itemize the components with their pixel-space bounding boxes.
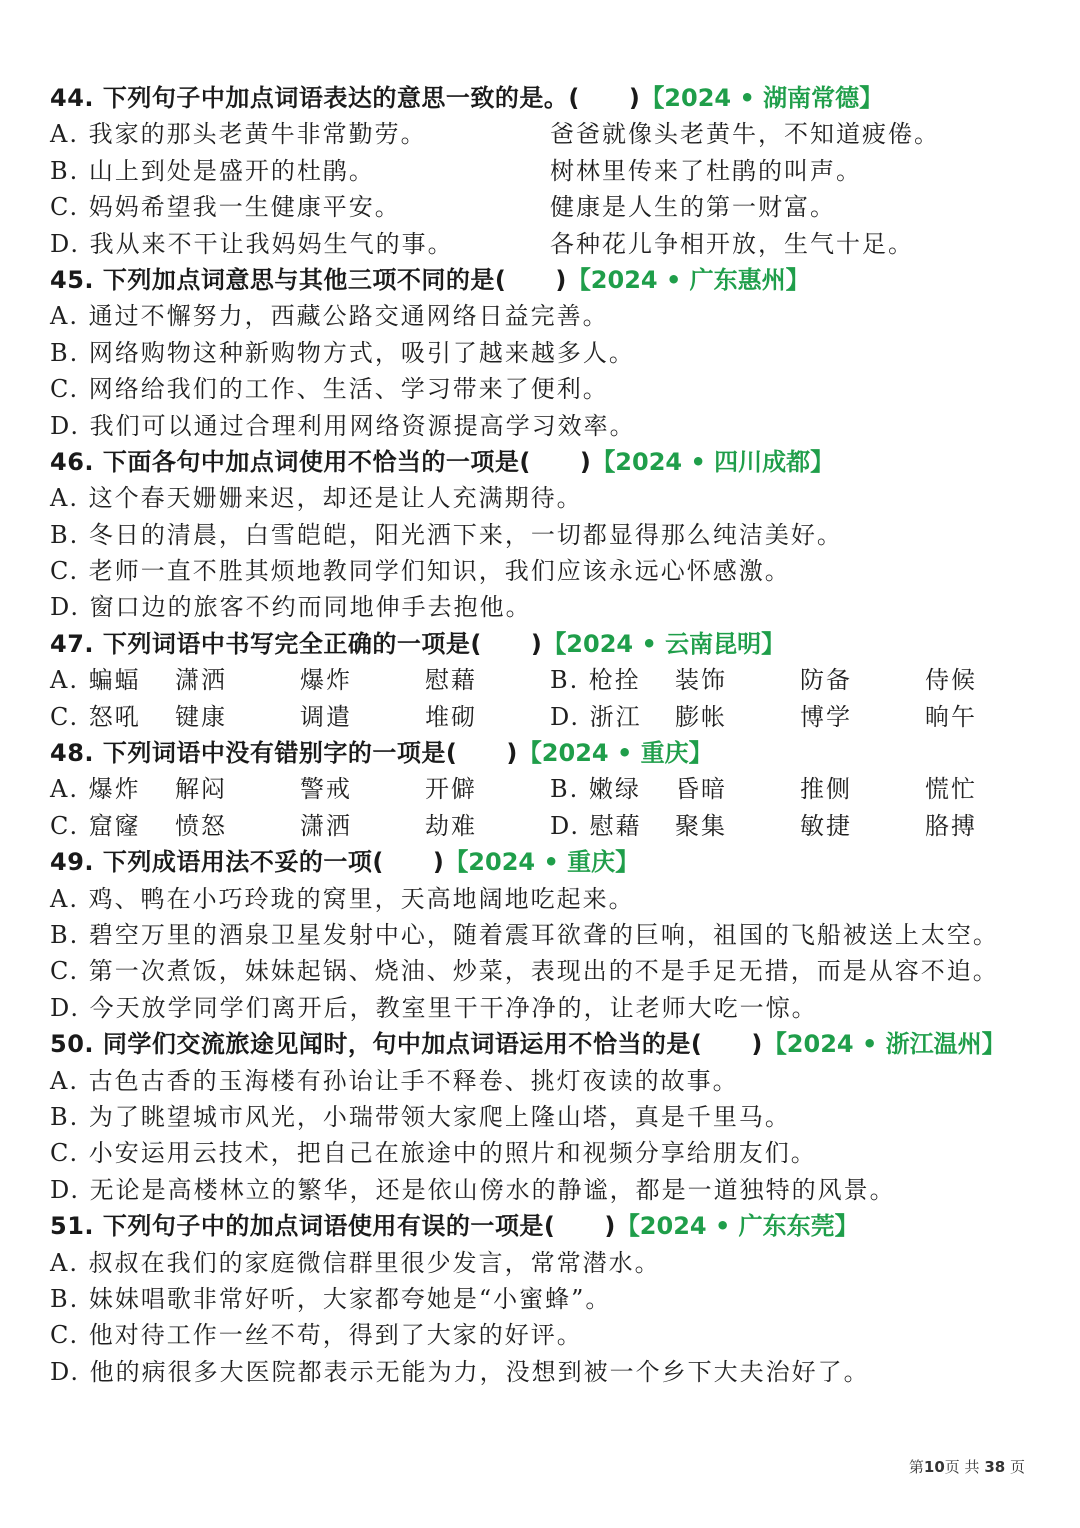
- question-block: [50, 444, 1040, 626]
- page-prefix: 第: [908, 1458, 924, 1476]
- option-sentence: C. 妈妈希望我一生健康平安。: [50, 193, 401, 222]
- word-row: [50, 662, 1040, 698]
- word-cell: 劫难: [425, 811, 477, 840]
- word-cell: 调遣: [300, 702, 352, 731]
- question-stem-line: [50, 262, 1040, 298]
- option-item: A. 这个春天姗姗来迟，却还是让人充满期待。: [50, 484, 583, 513]
- total-pages: 38: [984, 1458, 1006, 1476]
- word-cell: 解闷: [175, 775, 227, 804]
- question-source-tag: 【2024 • 浙江温州】: [762, 1030, 1006, 1059]
- question-stem: 47. 下列词语中书写完全正确的一项是( ): [50, 629, 543, 658]
- question-block: [50, 1208, 1040, 1390]
- question-stem: 49. 下列成语用法不妥的一项( ): [50, 848, 445, 877]
- option-pair: [50, 226, 1040, 262]
- question-stem: 45. 下列加点词意思与其他三项不同的是( ): [50, 265, 567, 294]
- question-block: [50, 80, 1040, 262]
- word-cell: 膨帐: [675, 702, 727, 731]
- option-pair: [50, 116, 1040, 152]
- word-cell: 爆炸: [300, 666, 352, 695]
- question-stem-line: [50, 444, 1040, 480]
- question-stem: 51. 下列句子中的加点词语使用有误的一项是( ): [50, 1212, 616, 1241]
- current-page: 10: [923, 1458, 945, 1476]
- word-cell: C. 怒吼: [50, 702, 141, 731]
- question-source-tag: 【2024 • 四川成都】: [591, 447, 835, 476]
- word-cell: A. 爆炸: [50, 775, 141, 804]
- question-stem-line: [50, 735, 1040, 771]
- word-cell: 键康: [175, 702, 227, 731]
- option-item: A. 叔叔在我们的家庭微信群里很少发言，常常潜水。: [50, 1248, 661, 1277]
- page-suffix: 页: [1009, 1458, 1025, 1476]
- option-sentence: B. 山上到处是盛开的杜鹃。: [50, 156, 375, 185]
- option-item: C. 他对待工作一丝不苟，得到了大家的好评。: [50, 1321, 583, 1350]
- word-cell: 昏暗: [675, 775, 727, 804]
- question-stem: 44. 下列句子中加点词语表达的意思一致的是。( ): [50, 84, 641, 112]
- option-item: D. 无论是高楼林立的繁华，还是依山傍水的静谧，都是一道独特的风景。: [50, 1175, 896, 1204]
- option-pair: [50, 189, 1040, 225]
- option-item: B. 妹妹唱歌非常好听，大家都夸她是“小蜜蜂”。: [50, 1284, 612, 1313]
- question-source-tag: 【2024 • 湖南常德】: [640, 84, 884, 112]
- word-cell: 胳搏: [925, 811, 977, 840]
- question-source-tag: 【2024 • 云南昆明】: [542, 629, 786, 658]
- option-item: D. 窗口边的旅客不约而同地伸手去抱他。: [50, 593, 532, 622]
- option-item: D. 今天放学同学们离开后，教室里干干净净的，让老师大吃一惊。: [50, 993, 818, 1022]
- question-list: [50, 80, 1040, 1390]
- question-source-tag: 【2024 • 重庆】: [517, 739, 713, 768]
- option-item: A. 通过不懈努力，西藏公路交通网络日益完善。: [50, 302, 609, 331]
- question-stem-line: [50, 844, 1040, 880]
- question-block: [50, 844, 1040, 1026]
- page-middle: 页 共: [944, 1458, 980, 1476]
- option-item: C. 网络给我们的工作、生活、学习带来了便利。: [50, 375, 609, 404]
- question-block: [50, 735, 1040, 844]
- question-stem: 50. 同学们交流旅途见闻时，句中加点词语运用不恰当的是( ): [50, 1030, 763, 1059]
- question-source-tag: 【2024 • 广东惠州】: [566, 265, 810, 294]
- option-compare-sentence: 健康是人生的第一财富。: [550, 193, 836, 222]
- option-item: D. 我们可以通过合理利用网络资源提高学习效率。: [50, 411, 636, 440]
- question-stem-line: [50, 1026, 1040, 1062]
- option-item: C. 小安运用云技术，把自己在旅途中的照片和视频分享给朋友们。: [50, 1139, 817, 1168]
- word-cell: 潇洒: [175, 666, 227, 695]
- question-stem: 48. 下列词语中没有错别字的一项是( ): [50, 739, 518, 768]
- word-cell: 慰藉: [425, 666, 477, 695]
- word-cell: C. 窟窿: [50, 811, 141, 840]
- option-compare-sentence: 各种花儿争相开放，生气十足。: [550, 229, 914, 258]
- option-item: B. 碧空万里的酒泉卫星发射中心，随着震耳欲聋的巨响，祖国的飞船被送上太空。: [50, 920, 999, 949]
- option-item: D. 他的病很多大医院都表示无能为力，没想到被一个乡下大夫治好了。: [50, 1357, 870, 1386]
- word-cell: 装饰: [675, 666, 727, 695]
- question-block: [50, 262, 1040, 444]
- word-cell: 博学: [800, 702, 852, 731]
- question-block: [50, 626, 1040, 735]
- word-cell: 晌午: [925, 702, 977, 731]
- word-cell: 敏捷: [800, 811, 852, 840]
- question-source-tag: 【2024 • 广东东莞】: [615, 1212, 859, 1241]
- word-cell: 开僻: [425, 775, 477, 804]
- question-stem: 46. 下面各句中加点词使用不恰当的一项是( ): [50, 447, 592, 476]
- page-number: [909, 1456, 1025, 1477]
- option-compare-sentence: 爸爸就像头老黄牛，不知道疲倦。: [550, 120, 940, 149]
- option-item: C. 老师一直不胜其烦地教同学们知识，我们应该永远心怀感激。: [50, 557, 791, 586]
- word-row: [50, 771, 1040, 807]
- word-cell: 推侧: [800, 775, 852, 804]
- word-cell: D. 慰藉: [550, 811, 642, 840]
- option-item: B. 为了眺望城市风光，小瑞带领大家爬上隆山塔，真是千里马。: [50, 1102, 791, 1131]
- word-row: [50, 808, 1040, 844]
- word-cell: 慌忙: [925, 775, 977, 804]
- word-cell: A. 蝙蝠: [50, 666, 141, 695]
- option-sentence: D. 我从来不干让我妈妈生气的事。: [50, 229, 454, 258]
- question-source-tag: 【2024 • 重庆】: [444, 848, 640, 877]
- word-cell: 聚集: [675, 811, 727, 840]
- word-cell: 侍候: [925, 666, 977, 695]
- question-stem-line: [50, 80, 1040, 116]
- word-cell: 潇洒: [300, 811, 352, 840]
- option-sentence: A. 我家的那头老黄牛非常勤劳。: [50, 120, 427, 149]
- option-item: A. 古色古香的玉海楼有孙诒让手不释卷、挑灯夜读的故事。: [50, 1066, 739, 1095]
- question-block: [50, 1026, 1040, 1208]
- question-stem-line: [50, 626, 1040, 662]
- word-row: [50, 699, 1040, 735]
- option-compare-sentence: 树林里传来了杜鹃的叫声。: [550, 156, 862, 185]
- word-cell: B. 枪拴: [550, 666, 641, 695]
- option-item: B. 冬日的清晨，白雪皑皑，阳光洒下来，一切都显得那么纯洁美好。: [50, 520, 843, 549]
- option-item: A. 鸡、鸭在小巧玲珑的窝里，天高地阔地吃起来。: [50, 884, 635, 913]
- option-item: C. 第一次煮饭，妹妹起锅、烧油、炒菜，表现出的不是手足无措，而是从容不迫。: [50, 957, 999, 986]
- word-cell: 警戒: [300, 775, 352, 804]
- word-cell: D. 浙江: [550, 702, 642, 731]
- word-cell: 堆砌: [425, 702, 477, 731]
- word-cell: B. 嫩绿: [550, 775, 641, 804]
- word-cell: 愤怒: [175, 811, 227, 840]
- option-pair: [50, 153, 1040, 189]
- word-cell: 防备: [800, 666, 852, 695]
- option-item: B. 网络购物这种新购物方式，吸引了越来越多人。: [50, 338, 635, 367]
- question-stem-line: [50, 1208, 1040, 1244]
